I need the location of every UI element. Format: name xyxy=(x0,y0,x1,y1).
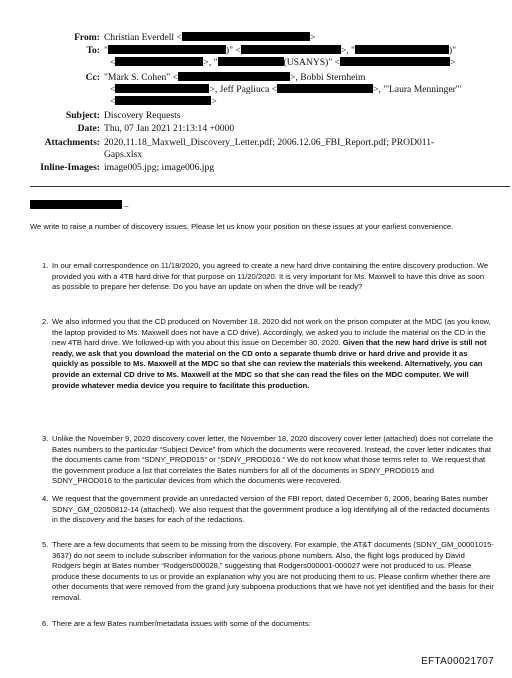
list-item xyxy=(42,540,494,604)
attachments-label: Attachments: xyxy=(44,137,100,148)
cc-text: < xyxy=(110,96,116,107)
date-label: Date: xyxy=(77,123,100,134)
redaction-bar xyxy=(178,72,290,81)
list-item-text xyxy=(52,317,494,391)
inline-images-label: Inline-Images: xyxy=(40,162,100,173)
list-number: 4. xyxy=(42,494,49,503)
list-item xyxy=(42,434,494,487)
redaction-bar xyxy=(218,57,284,66)
to-text: " xyxy=(104,45,108,56)
redaction-bar xyxy=(108,45,226,54)
cc-text: >, Jeff Pagliuca < xyxy=(209,84,278,95)
redaction-bar xyxy=(115,84,209,93)
list-number: 2. xyxy=(42,317,49,326)
cc-text: >, Bobbi Sternheim xyxy=(290,72,366,83)
salutation xyxy=(30,200,500,212)
document-id: EFTA00021707 xyxy=(421,656,494,667)
cc-text: >, "'Laura Menninger'" xyxy=(373,84,462,95)
inline-images-value[interactable]: image005.jpg; image006.jpg xyxy=(104,162,215,173)
to-text: >, " xyxy=(340,45,355,56)
redaction-bar xyxy=(277,84,373,93)
header-divider xyxy=(30,186,510,187)
list-number: 6. xyxy=(42,619,49,628)
to-text: >, " xyxy=(203,57,218,68)
list-item-text: Unlike the November 9, 2020 discovery cover letter, the November 18, 2020 discovery cover letter (attached) does not correlate the Bates numbers to the particular “Subject Device” from which the documents were recovered. Instead, the cover letter indicates that the documents came from “SDNY_PROD015” or “SDNY_PROD016.” We do not know what those terms refer to. We request that the government produce a list that correlates the Bates numbers for all of the documents in SDNY_PROD015 and SDNY_PROD016 to the particular devices from which the documents were recovered. xyxy=(52,434,494,486)
redaction-bar xyxy=(115,96,211,105)
redaction-bar xyxy=(340,57,450,66)
redaction-bar xyxy=(241,45,341,54)
cc-text: "Mark S. Cohen" < xyxy=(104,72,179,83)
list-number: 5. xyxy=(42,540,49,549)
list-item xyxy=(42,317,494,391)
date-value: Thu, 07 Jan 2021 21:13:14 +0000 xyxy=(104,123,235,134)
redaction-bar xyxy=(182,32,310,41)
to-text: < xyxy=(110,57,116,68)
subject-value: Discovery Requests xyxy=(104,110,181,121)
list-item xyxy=(42,494,494,526)
list-item-text: There are a few documents that seem to be missing from the discovery. For example, the AT&T documents (SDNY_GM_00001015-3637) do not seem to include subscriber information for the various phone numbers. Also, the flight logs produced by David Rodgers begin at Bates number “Rodgers000028,” suggesting that Rodgers000001-000027 were not produced to us. Please produce these documents to us or provide an explanation why you are not producing them to us. Please confirm whether there are other documents that were removed from the grand jury subpoena productions that we have not yet identified and the basis for their removal. xyxy=(52,540,494,602)
attachments-value[interactable]: 2020.11.18_Maxwell_Discovery_Letter.pdf; 2006.12.06_FBI_Report.pdf; PROD011- xyxy=(104,137,435,148)
to-label: To: xyxy=(86,45,100,56)
redaction-bar xyxy=(355,45,449,54)
list-item xyxy=(42,261,494,293)
cc-label: Cc: xyxy=(85,72,100,83)
list-number: 1. xyxy=(42,261,49,270)
redaction-bar xyxy=(30,200,122,209)
to-text: )" < xyxy=(225,45,241,56)
intro-paragraph: We write to raise a number of discovery issues. Please let us know your position on these issues at your earliest convenience. xyxy=(30,222,454,231)
subject-label: Subject: xyxy=(65,110,100,121)
list-item-text-regular: We also informed you that the CD produced on November 18, 2020 did not work on the prison computer at the MDC (as you know, the laptop provided to Ms. Maxwell does not have a CD drive). Accordingly, we asked you to include the material on the CD in the new 4TB hard drive. We followed-up with you about this issue on December 30, 2020. xyxy=(52,317,491,348)
list-item xyxy=(42,619,494,630)
from-value: Christian Everdell < xyxy=(104,32,182,43)
list-number: 3. xyxy=(42,434,49,443)
from-tail: > xyxy=(309,32,316,43)
list-item-text: In our email correspondence on 11/18/2020, you agreed to create a new hard drive containing the entire discovery production. We provided you with a 4TB hard drive for that purpose on 11/20/2020. It is very important for Ms. Maxwell to have this drive as soon as possible to prepare her defense. Do you have an update on when the drive will be ready? xyxy=(52,261,489,292)
to-text: > xyxy=(450,57,456,68)
redaction-bar xyxy=(115,57,203,66)
to-text: )" xyxy=(448,45,457,56)
list-item-text: We request that the government provide an unredacted version of the FBI report, dated December 6, 2006, bearing Bates number SDNY_GM_02050812-14 (attached). We also request that the government produce a log identifying all of the redacted documents in the discovery and the bases for each of the redactions. xyxy=(52,494,490,525)
cc-text: > xyxy=(211,96,217,107)
list-item-text-bold: Given that the new hard drive is still not ready, we ask that you download the material on the CD onto a separate thumb drive or hard drive and provide it as quickly as possible to Ms. Maxwell at the MDC so that she can review the materials this weekend. Alternatively, you can provide an external CD drive to Ms. Maxwell at the MDC so that she can read the files on the MDC computer. We will provide whatever media device you require to facilitate this production. xyxy=(52,338,487,390)
cc-text: < xyxy=(110,84,116,95)
salutation-dash: – xyxy=(124,201,129,210)
to-text: (USANYS)" < xyxy=(283,57,341,68)
attachments-value-2[interactable]: Gaps.xlsx xyxy=(104,149,143,160)
from-label: From: xyxy=(74,32,100,43)
list-item-text: There are a few Bates number/metadata issues with some of the documents: xyxy=(52,619,311,628)
